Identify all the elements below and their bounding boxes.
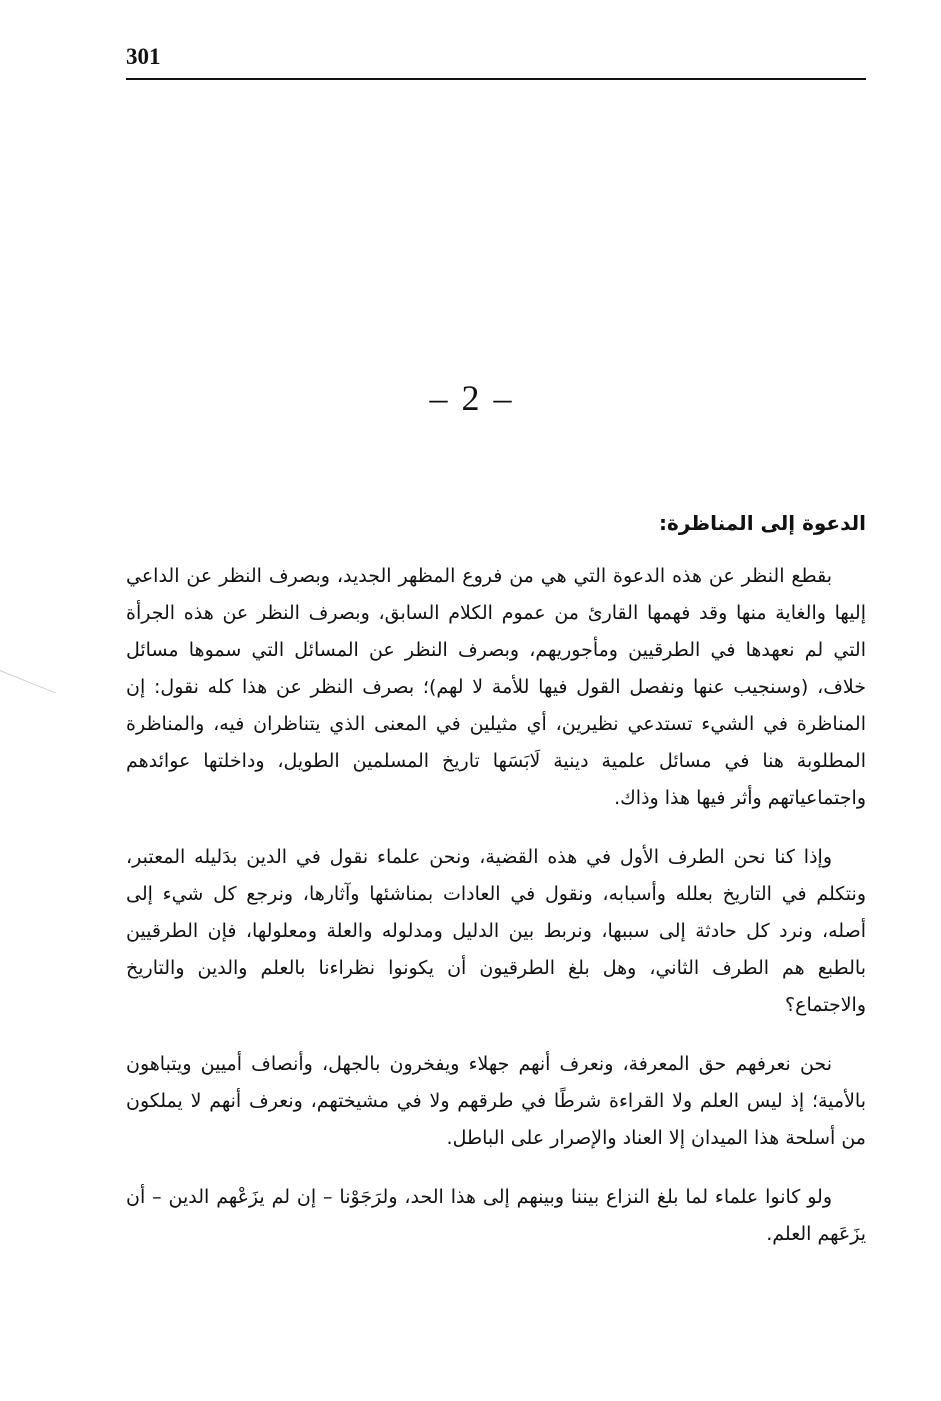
page-number: 301	[126, 44, 161, 69]
section-number: – 2 –	[429, 378, 512, 418]
paragraph-3: نحن نعرفهم حق المعرفة، ونعرف أنهم جهلاء ويفخرون بالجهل، وأنصاف أميين ويتباهون بالأمية؛ إذ ليس العلم ولا القراءة شرطًا في طرقهم ولا في مشيختهم، ونعرف أنهم لا يملكون من أسلحة هذا الميدان إلا العناد والإصرار على الباطل.	[126, 1053, 866, 1149]
section-body	[126, 504, 866, 1275]
section-heading: الدعوة إلى المناظرة:	[659, 511, 866, 535]
margin-scan-mark	[0, 670, 56, 693]
paragraph-2: وإذا كنا نحن الطرف الأول في هذه القضية، ونحن علماء نقول في الدين بدَليله المعتبر، ونتكلم في التاريخ بعلله وأسبابه، ونقول في العادات بمناشئها وآثارها، ونرجع كل شيء إلى أصله، ونرد كل حادثة إلى سببها، ونربط بين الدليل ومدلوله والعلة ومعلولها، فإن الطرقيين بالطبع هم الطرف الثاني، وهل بلغ الطرقيون أن يكونوا نظراءنا بالعلم والدين والتاريخ والاجتماع؟	[126, 846, 866, 1016]
paragraph-1: بقطع النظر عن هذه الدعوة التي هي من فروع المظهر الجديد، وبصرف النظر عن الداعي إليها والغاية منها وقد فهمها القارئ من عموم الكلام السابق، وبصرف النظر عن هذه الجرأة التي لم نعهدها في الطرقيين ومأجوريهم، وبصرف النظر عن المسائل التي سموها مسائل خلاف، (وسنجيب عنها ونفصل القول فيها للأمة لا لهم)؛ بصرف النظر عن هذا كله نقول: إن المناظرة في الشيء تستدعي نظيرين، أي مثيلين في المعنى الذي يتناظران فيه، والمناظرة المطلوبة هنا في مسائل علمية دينية لَابَسَها تاريخ المسلمين الطويل، وداخلتها عوائدهم واجتماعياتهم وأثر فيها هذا وذاك.	[126, 565, 866, 809]
paragraph-4: ولو كانوا علماء لما بلغ النزاع بيننا وبينهم إلى هذا الحد، ولرَجَوْنا – إن لم يزَعْهم الدين – أن يزَعَهم العلم.	[126, 1186, 866, 1245]
section-number-value: 2	[461, 378, 480, 418]
header-rule	[126, 78, 866, 80]
